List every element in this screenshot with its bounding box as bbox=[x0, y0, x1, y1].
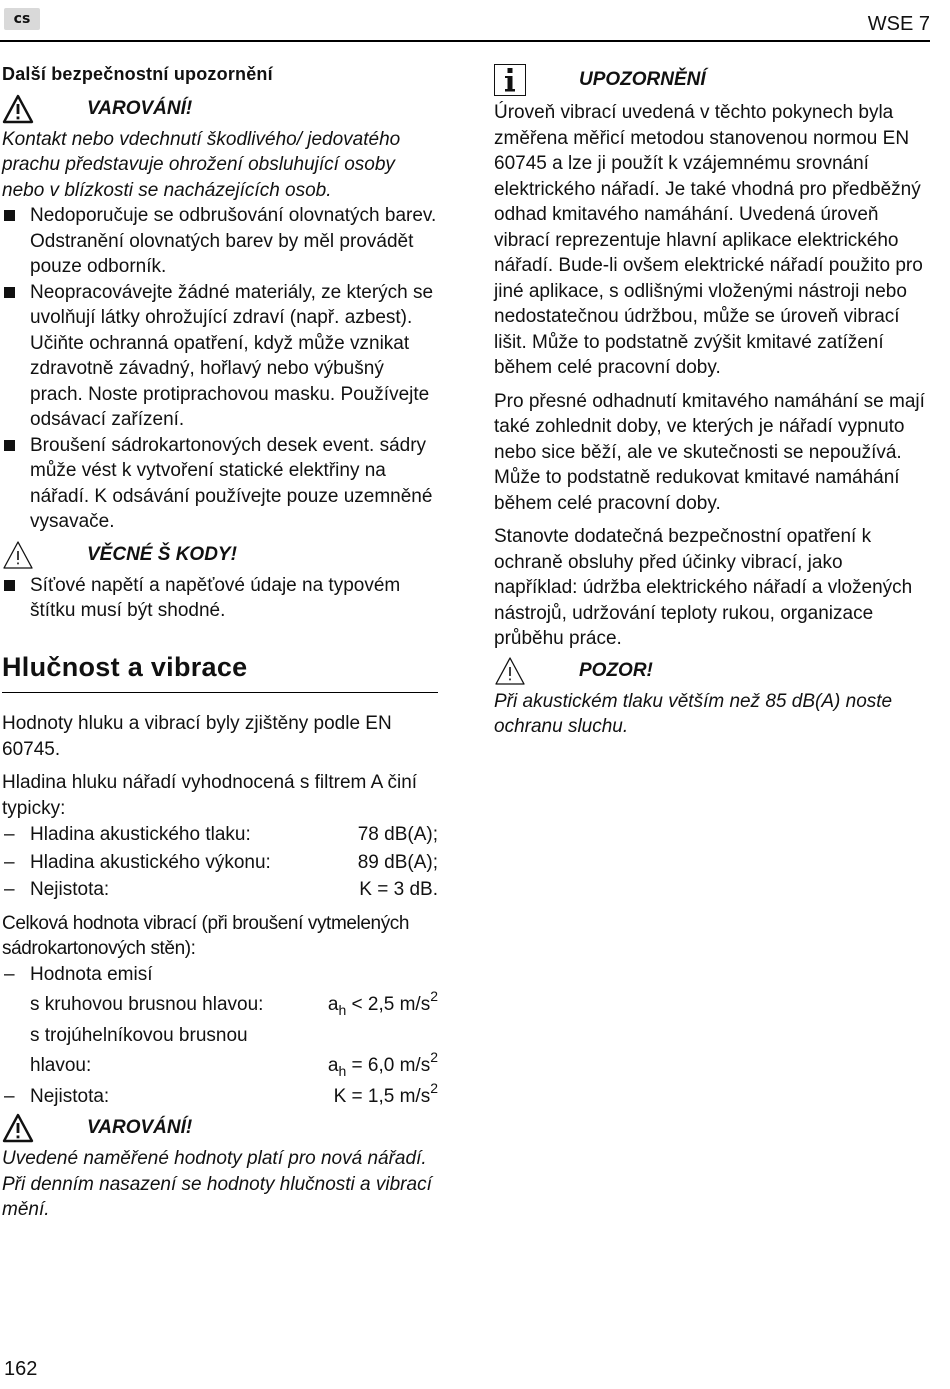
warning-triangle-icon bbox=[2, 94, 34, 124]
page-number: 162 bbox=[4, 1358, 38, 1380]
vibration-row bbox=[2, 1049, 438, 1080]
warning-title: VAROVÁNÍ! bbox=[87, 97, 193, 119]
warning-heading bbox=[2, 93, 438, 125]
list-item: Nedoporučuje se odbrušování olovnatých barev. Odstranění olovnatých barev by měl provádět pouze odborník. bbox=[2, 203, 438, 280]
paragraph: Celková hodnota vibrací (při broušení vytmelených sádrokartonových stěn): bbox=[2, 912, 410, 959]
vibration-row bbox=[2, 1079, 438, 1111]
paragraph: Hodnoty hluku a vibrací byly zjištěny podle EN 60745. bbox=[2, 713, 392, 760]
section-title: Hlučnost a vibrace bbox=[2, 651, 248, 682]
warning-heading bbox=[2, 1112, 438, 1144]
warning-triangle-icon bbox=[2, 1113, 34, 1143]
notice-paragraph: Stanovte dodatečná bezpečnostní opatření k ochraně obsluhy před účinky vibrací, jako například: údržba elektrického nářadí a vložených nástrojů, udržování teploty rukou, organizace průběhu práce. bbox=[494, 526, 913, 649]
vibration-label: hlavou: bbox=[30, 1055, 92, 1076]
caution-bullet-list bbox=[2, 573, 438, 624]
vibration-value: $a_h = 6,0$ $m/s^2$ bbox=[327, 1049, 438, 1079]
vibration-value: K = 1,5 $m/s^2$ bbox=[333, 1079, 438, 1107]
warning-title: VAROVÁNÍ! bbox=[87, 1117, 193, 1139]
noise-row bbox=[2, 822, 438, 848]
noise-row bbox=[2, 850, 438, 876]
paragraph: Hladina hluku nářadí vyhodnocená s filtrem A činí typicky: bbox=[2, 772, 418, 819]
noise-label: – Nejistota: bbox=[30, 879, 110, 900]
vibration-row bbox=[2, 1023, 438, 1049]
header-rule bbox=[0, 40, 930, 42]
subheading: Další bezpečnostní upozornění bbox=[2, 64, 273, 84]
noise-label: – Hladina akustického tlaku: bbox=[30, 824, 251, 845]
section-rule bbox=[2, 692, 438, 694]
attention-text: Při akustickém tlaku větším než 85 dB(A) noste ochranu sluchu. bbox=[494, 690, 893, 737]
noise-row bbox=[2, 877, 438, 903]
noise-label: – Hladina akustického výkonu: bbox=[30, 851, 271, 873]
language-badge: cs bbox=[4, 8, 40, 30]
list-item: Broušení sádrokartonových desek event. sádry může vést k vytvoření statické elektřiny na nářadí. K odsávání používejte pouze uzemněné vysavače. bbox=[2, 433, 438, 535]
notice-heading bbox=[494, 62, 930, 98]
right-column bbox=[494, 62, 930, 740]
vibration-label: s kruhovou brusnou hlavou: bbox=[30, 994, 264, 1015]
notice-title: UPOZORNĚNÍ bbox=[579, 69, 706, 91]
vibration-label: – Hodnota emisí bbox=[30, 963, 153, 985]
list-item: Neopracovávejte žádné materiály, ze kterých se uvolňují látky ohrožující zdraví (např. azbest). Učiňte ochranná opatření, když může vznikat zdravotně závadný, hořlavý nebo výbušný prach. Noste protiprachovou masku. Používejte odsávací zařízení. bbox=[2, 280, 438, 433]
noise-value: 78 dB(A); bbox=[357, 824, 438, 845]
warning-bullet-list bbox=[2, 203, 438, 535]
caution-title: VĚCNÉ Š KODY! bbox=[87, 543, 237, 565]
caution-heading bbox=[2, 539, 438, 571]
list-item: Síťové napětí a napěťové údaje na typovém štítku musí být shodné. bbox=[2, 573, 438, 624]
vibration-row bbox=[2, 988, 438, 1019]
vibration-label: – Nejistota: bbox=[30, 1085, 110, 1107]
noise-value: 89 dB(A); bbox=[357, 851, 438, 873]
vibration-value: $a_h < 2,5$ $m/s^2$ bbox=[327, 988, 438, 1018]
caution-triangle-icon bbox=[494, 656, 526, 686]
left-column bbox=[2, 62, 438, 1223]
notice-paragraph: Úroveň vibrací uvedená v těchto pokynech byla změřena měřicí metodou stanovenou normou EN 60745 a lze ji použít k vzájemnému srovnání elektrického nářadí. Je také vhodná pro předběžný odhad kmitavého namáhání. Uvedená úroveň vibrací reprezentuje hlavní aplikace elektrického nářadí. Bude-li ovšem elektrické nářadí použito pro jiné aplikace, s odlišnými vloženými nástroji nebo nedostatečnou údržbou, může se úroveň vibrací lišit. Může to podstatně zvýšit kmitavé zatížení během celé pracovní doby. bbox=[494, 102, 923, 378]
attention-title: POZOR! bbox=[579, 659, 653, 681]
caution-triangle-icon bbox=[2, 540, 34, 570]
warning-text: Uvedené naměřené hodnoty platí pro nová nářadí. Při denním nasazení se hodnoty hlučnosti a vibrací mění. bbox=[2, 1148, 432, 1220]
info-icon bbox=[494, 64, 526, 96]
notice-paragraph: Pro přesné odhadnutí kmitavého namáhání se mají také zohlednit doby, ve kterých je nářadí vypnuto nebo sice běží, ale ve skutečnosti se nepoužívá. Může to podstatně redukovat kmitavé namáhání během celé pracovní doby. bbox=[494, 390, 925, 514]
attention-heading bbox=[494, 655, 930, 687]
vibration-label: s trojúhelníkovou brusnou bbox=[30, 1024, 248, 1046]
vibration-row bbox=[2, 962, 438, 988]
noise-value: K = 3 dB. bbox=[359, 879, 438, 900]
warning-text: Kontakt nebo vdechnutí škodlivého/ jedovatého prachu představuje ohrožení obsluhující osoby nebo v blízkosti se nacházejících osob. bbox=[2, 128, 401, 201]
model-name: WSE 7 bbox=[867, 13, 930, 35]
